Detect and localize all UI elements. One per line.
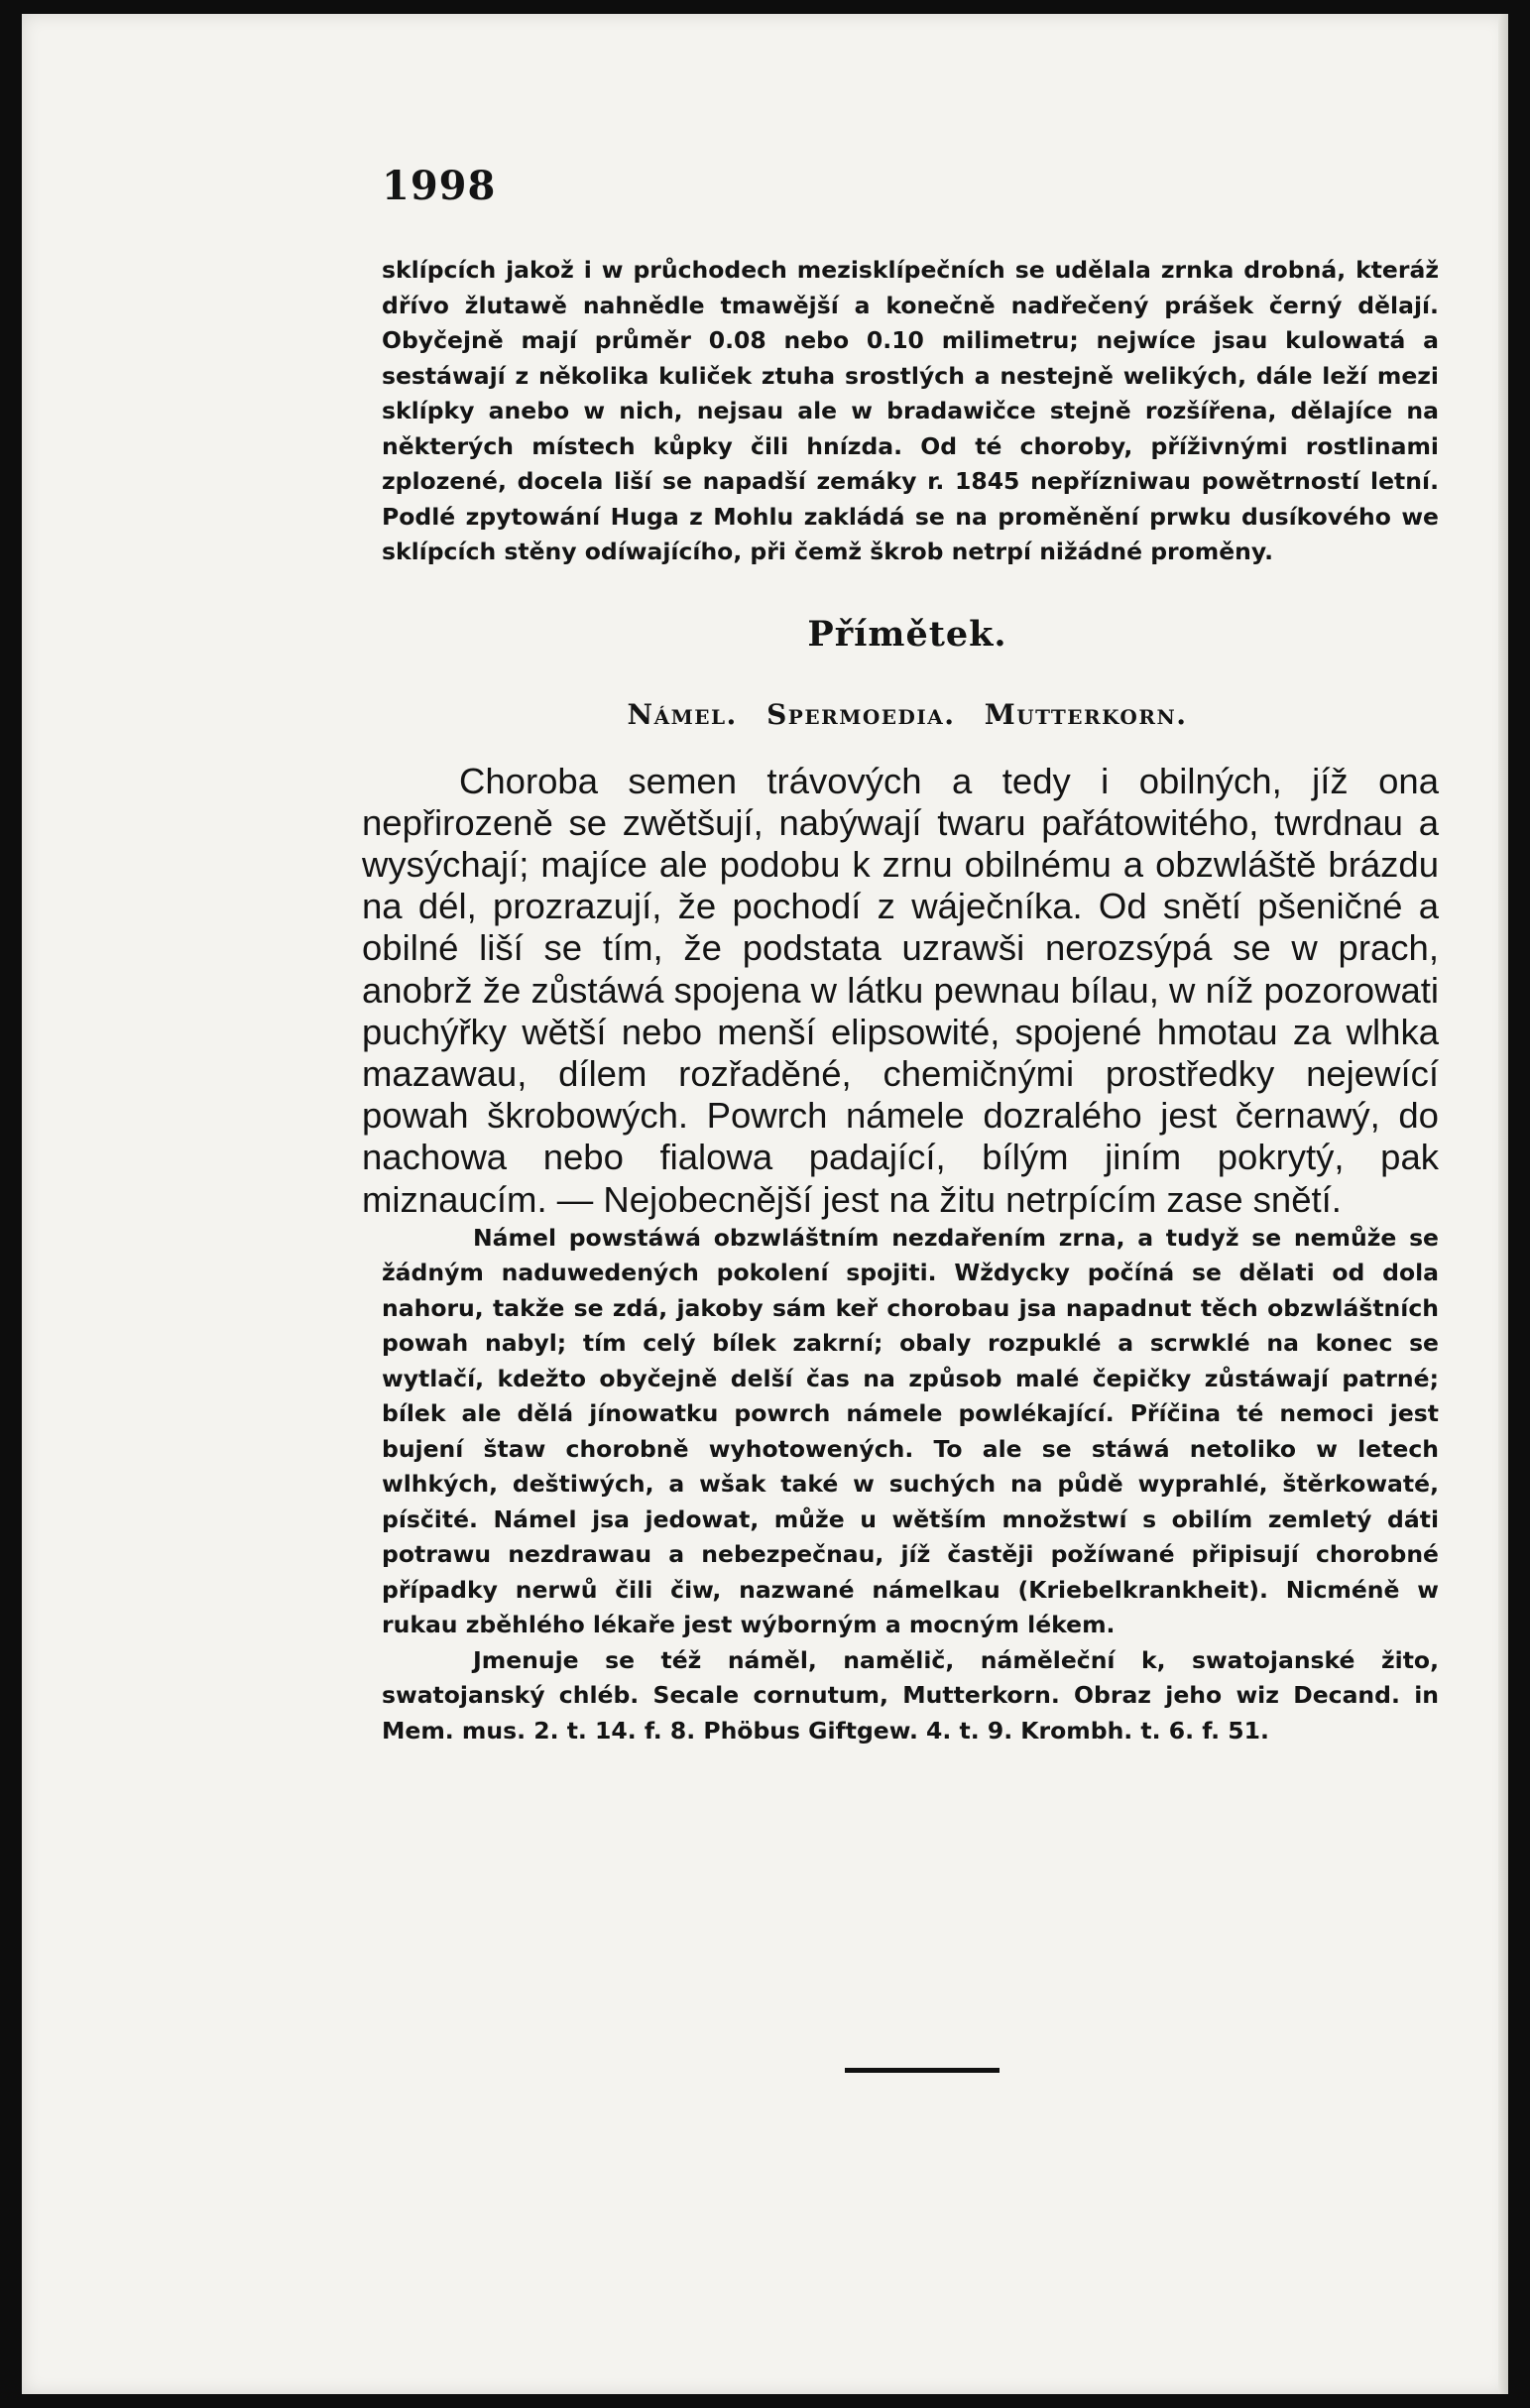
section-title: Přímětek. xyxy=(807,613,1007,655)
synonym-namel: Námel. xyxy=(627,697,738,731)
detail-paragraph: Námel powstáwá obzwláštním nezdařením zrna, a tudyž se nemůže se žádným naduwedených pokolení spojiti. Wždycky počíná se dělati od dola nahoru, takže se zdá, jakoby sám keř chorobau jsa napadnut těch obzwláštních powah nabyl; tím celý bílek zakrní; obaly rozpuklé a scrwklé na konec se wytlačí, kdežto obyčejně delší čas na způsob malé čepičky zůstáwají patrné; bílek ale dělá jínowatku powrch námele powlékající. Příčina té nemoci jest bujení štaw chorobně wyhotowených. To ale se stáwá netoliko w letech wlhkých, deštiwých, a wšak také w suchých na půdě wyprahlé, štěrkowaté, písčité. Námel jsa jedowat, může u wětším množstwí s obilím zemletý dáti potrawu nezdrawau a nebezpečnau, jíž častěji požíwané připisují chorobné případky nerwů čili čiw, nazwané námelkau (Kriebelkrankheit). Nicméně w rukau zběhlého lékaře jest wýborným a mocným lékem. xyxy=(382,1223,1439,1639)
names-paragraph: Jmenuje se též náměl, namělič, náměleční k, swatojanské žito, swatojanský chléb. Secale cornutum, Mutterkorn. Obraz jeho wiz Decand. in Mem. mus. 2. t. 14. f. 8. Phöbus Giftgew. 4. t. 9. Krombh. t. 6. f. 51. xyxy=(382,1645,1439,1745)
synonym-mutterkorn: Mutterkorn. xyxy=(984,697,1188,731)
page-content xyxy=(362,163,1453,1748)
intro-paragraph: sklípcích jakož i w průchodech mezisklípečních se udělala zrnka drobná, kteráž dřívo žlutawě nahnědle tmawější a konečně nadřečený prášek černý dělají. Obyčejně mají průměr 0.08 nebo 0.10 milimetru; nejwíce jsau kulowatá a sestáwají z několika kuliček ztuha srostlých a nestejně welikých, dále leží mezi sklípky anebo w nich, nejsau ale w bradawičce stejně rozšířena, dělajíce na některých místech kůpky čili hnízda. Od té choroby, příživnými rostlinami zplozené, docela liší se napadší zemáky r. 1845 nepřízniwau powětrností letní. Podlé zpytowání Huga z Mohlu zakládá se na proměnění prwku dusíkového we sklípcích stěny odíwajícího, při čemž škrob netrpí nižádné proměny. xyxy=(382,256,1439,565)
page-number: 1998 xyxy=(382,163,497,209)
main-paragraph: Choroba semen trávových a tedy i obilných, jíž ona nepřirozeně se zwětšují, nabýwají twaru pařátowitého, twrdnau a wysýchají; majíce ale podobu k zrnu obilnému a obzwláště brázdu na dél, prozrazují, že pochodí z wáječníka. Od snětí pšeničné a obilné liší se tím, že podstata uzrawši nerozsýpá se w prach, anobrž že zůstáwá spojena w látku pewnau bílau, w níž pozorowati puchýřky wětší nebo menší elipsowité, spojené hmotau za wlhka mazawau, dílem rozřaděné, chemičnými prostředky nejewící powah škrobowých. Powrch námele dozralého jest černawý, do nachowa nebo fialowa padající, bílým jiním pokrytý, pak miznaucím. — Nejobecnější jest na žitu netrpícím zase snětí. xyxy=(362,760,1439,1220)
synonym-spermoedia: Spermoedia. xyxy=(766,697,956,731)
scanned-page xyxy=(22,14,1508,2394)
page-edge-shadow xyxy=(1498,14,1508,2394)
synonyms-line xyxy=(362,698,1453,731)
closing-rule xyxy=(845,2068,1000,2073)
